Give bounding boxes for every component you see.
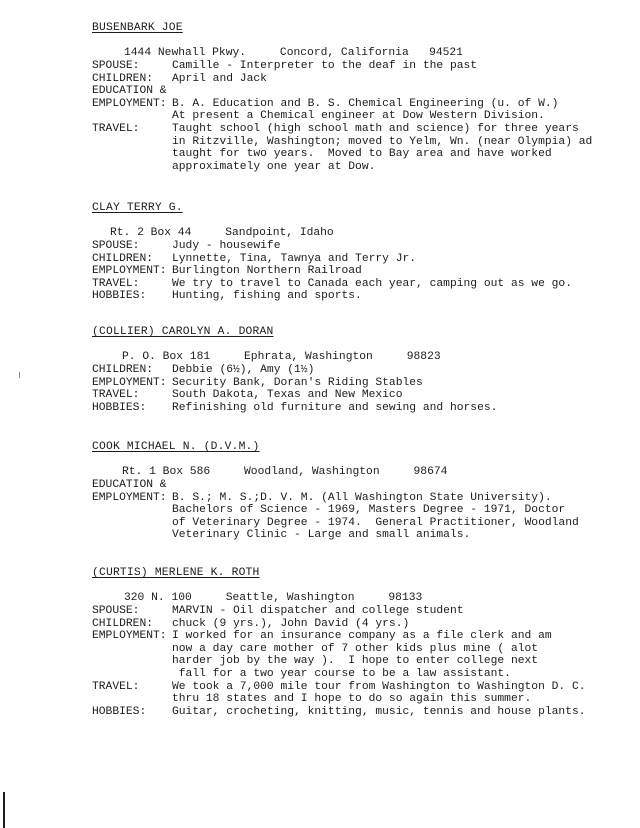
field-value: Lynnette, Tina, Tawnya and Terry Jr. (172, 252, 417, 265)
entry-collier-carolyn-doran (92, 325, 612, 414)
field-value: Burlington Northern Railroad (172, 265, 362, 278)
field-label: TRAVEL: (92, 680, 140, 693)
field-label: SPOUSE: (92, 60, 140, 72)
field-label: EDUCATION & (92, 479, 167, 491)
scan-margin-bar (3, 792, 5, 828)
entry-name: CLAY TERRY G. (92, 202, 183, 214)
field-children (92, 253, 612, 266)
field-value: of Veterinary Degree - 1974. General Practitioner, Woodland (172, 516, 579, 529)
field-employment (92, 377, 612, 390)
field-children (92, 73, 612, 86)
entry-address: P. O. Box 181 Ephrata, Washington 98823 (122, 351, 441, 363)
field-value: fall for a two year course to be a law assistant. (172, 667, 511, 680)
field-value: now a day care mother of 7 other kids plus mine ( alot (172, 642, 539, 655)
field-value: Debbie (6½), Amy (1½) (172, 364, 315, 376)
field-value: Refinishing old furniture and sewing and horses. (172, 401, 498, 414)
field-label: CHILDREN: (92, 72, 154, 85)
entry-address: Rt. 1 Box 586 Woodland, Washington 98674 (122, 466, 448, 478)
field-label: TRAVEL: (92, 277, 140, 290)
entry-name: BUSENBARK JOE (92, 22, 183, 34)
field-value: I worked for an insurance company as a file clerk and am (172, 630, 552, 643)
field-value: taught for two years. Moved to Bay area and have worked (172, 148, 552, 161)
field-value: chuck (9 yrs.), John David (4 yrs.) (172, 617, 410, 630)
field-value: South Dakota, Texas and New Mexico (172, 389, 403, 402)
field-label: CHILDREN: (92, 252, 154, 265)
field-travel (92, 389, 612, 402)
field-label: EMPLOYMENT: (92, 97, 167, 110)
field-value: harder job by the way ). I hope to enter college next (172, 655, 539, 668)
entry-busenbark-joe (92, 21, 612, 173)
field-employment (92, 630, 612, 680)
entry-address: Rt. 2 Box 44 Sandpoint, Idaho (110, 227, 334, 239)
field-value: Judy - housewife (172, 240, 281, 252)
field-children (92, 364, 612, 377)
entry-address: 1444 Newhall Pkwy. Concord, California 94521 (124, 47, 463, 59)
field-label: SPOUSE: (92, 605, 140, 617)
field-value: Security Bank, Doran's Riding Stables (172, 376, 423, 389)
field-education (92, 85, 612, 98)
field-label: EMPLOYMENT: (92, 376, 167, 389)
field-spouse (92, 240, 612, 253)
field-value: Taught school (high school math and science) for three years (172, 122, 579, 135)
entry-curtis-merlene-roth (92, 566, 612, 718)
field-label: CHILDREN: (92, 617, 154, 630)
field-label: HOBBIES: (92, 401, 147, 414)
field-value: Hunting, fishing and sports. (172, 290, 362, 303)
field-employment (92, 98, 612, 123)
field-value: B. S.; M. S.;D. V. M. (All Washington State University). (172, 491, 552, 504)
field-hobbies (92, 706, 612, 719)
field-value: approximately one year at Dow. (172, 160, 376, 173)
field-label: EMPLOYMENT: (92, 491, 167, 504)
field-value: Bachelors of Science - 1969, Masters Degree - 1971, Doctor (172, 504, 566, 517)
field-children (92, 618, 612, 631)
field-value: We try to travel to Canada each year, camping out as we go. (172, 277, 572, 290)
entry-name: COOK MICHAEL N. (D.V.M.) (92, 441, 260, 453)
field-value: We took a 7,000 mile tour from Washington to Washington D. C. (172, 680, 586, 693)
field-value: B. A. Education and B. S. Chemical Engineering (u. of W.) (172, 97, 559, 110)
field-value: Veterinary Clinic - Large and small animals. (172, 529, 471, 542)
field-hobbies (92, 290, 612, 303)
field-travel (92, 278, 612, 291)
field-value: At present a Chemical engineer at Dow Western Division. (172, 110, 545, 123)
field-travel (92, 123, 612, 173)
field-employment (92, 265, 612, 278)
field-value: Guitar, crocheting, knitting, music, tennis and house plants. (172, 705, 586, 718)
entry-name: (COLLIER) CAROLYN A. DORAN (92, 326, 274, 338)
field-label: HOBBIES: (92, 290, 147, 303)
field-label: CHILDREN: (92, 364, 154, 376)
field-label: EMPLOYMENT: (92, 630, 167, 643)
field-spouse (92, 60, 612, 73)
field-label: TRAVEL: (92, 389, 140, 402)
field-travel (92, 681, 612, 706)
scan-speck (19, 372, 20, 378)
entry-clay-terry (92, 201, 612, 303)
field-label: SPOUSE: (92, 240, 140, 252)
field-value: April and Jack (172, 72, 267, 85)
field-education (92, 479, 612, 492)
field-hobbies (92, 402, 612, 415)
field-label: HOBBIES: (92, 705, 147, 718)
entry-cook-michael (92, 440, 612, 542)
field-value: thru 18 states and I hope to do so again this summer. (172, 693, 532, 706)
field-label: TRAVEL: (92, 122, 140, 135)
field-employment (92, 492, 612, 542)
field-spouse (92, 605, 612, 618)
field-label: EDUCATION & (92, 85, 167, 98)
field-value: MARVIN - Oil dispatcher and college student (172, 605, 464, 617)
field-value: in Ritzville, Washington; moved to Yelm, Wn. (near Olympia) ad (172, 135, 593, 148)
entry-name: (CURTIS) MERLENE K. ROTH (92, 567, 260, 579)
field-label: EMPLOYMENT: (92, 265, 167, 278)
field-value: Camille - Interpreter to the deaf in the past (172, 60, 478, 72)
entry-address: 320 N. 100 Seattle, Washington 98133 (124, 592, 423, 604)
